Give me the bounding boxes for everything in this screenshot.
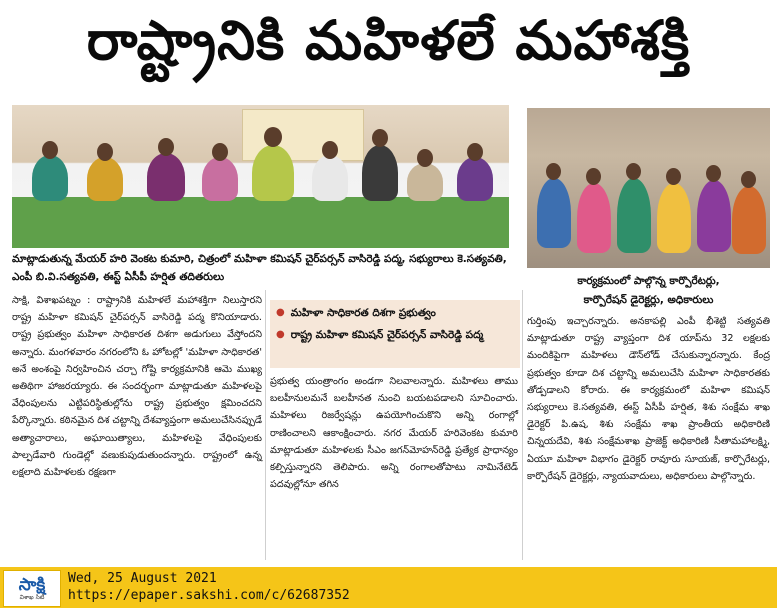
audience-head xyxy=(666,168,681,185)
sakshi-logo xyxy=(3,570,61,607)
audience-figure xyxy=(537,178,571,248)
article-text: గుర్తింపు ఇచ్చారన్నారు. అనకాపల్లి ఎంపీ భీశెట్టి సత్యవతి మాట్లాడుతూ రాష్ట్ర వ్యాప్తంగా దిశ యాప్‌ను 32 లక్షలకు మందికిపైగా మహిళలు డౌన్‌లోడ్ చేసుకున్నారన్నారు. కేంద్ర ప్రభుత్వం కూడా దిశ చట్టాన్ని అమలుచేసి మహిళా సాధికారతకు తోడ్పడాలని కోరారు. ఈ కార్యక్రమంలో మహిళా కమిషన్ సభ్యురాలు కె.సత్యవతి, ఈస్ట్ ఏసీపీ హర్షిత, శిశు సంక్షేమ శాఖ డైరెక్టర్ పి.ఉష, శిశు సంక్షేమ శాఖ ప్రాంతీయ అధికారిణి చిన్నయదేవి, శిశు సంక్షేమశాఖ ప్రాజెక్ట్ అధికారిణి సీతామహాలక్ష్మి, ఏయూ మహిళా విభాగం డైరెక్టర్ రావూరు సూయజ్, కార్పొరేటర్లు, కార్పొరేషన్ డైరెక్టర్లు, న్యాయవాదులు, అధికారులు పాల్గొన్నారు. xyxy=(527,316,770,482)
right-caption-line2: కార్పొరేషన్ డైరెక్టర్లు, అధికారులు xyxy=(583,294,714,306)
dais-table xyxy=(12,197,509,248)
right-caption-line1: కార్యక్రమంలో పాల్గొన్న కార్పొరేటర్లు, xyxy=(577,275,720,287)
person-head xyxy=(417,149,433,167)
person-head xyxy=(42,141,58,159)
audience-figure xyxy=(697,180,731,252)
bullet-icon: ● xyxy=(276,329,285,340)
audience-head xyxy=(586,168,601,185)
audience-figure xyxy=(657,183,691,253)
epaper-link[interactable]: https://epaper.sakshi.com/c/62687352 xyxy=(68,588,350,603)
headline: రాష్ట్రానికి మహిళలే మహాశక్తి xyxy=(86,9,691,72)
audience-figure xyxy=(617,178,651,253)
left-photo-caption: మాట్లాడుతున్న మేయర్ హరి వెంకట కుమారి, చిత్రంలో మహిళా కమిషన్ చైర్‌పర్సన్ వాసిరెడ్డి పద్మ, సభ్యురాలు కె.సత్యవతి, ఎంపీ బి.వి.సత్యవతి, ఈస్ట్ ఏసీపీ హర్షిత తదితరులు xyxy=(12,253,507,283)
person-figure xyxy=(362,145,398,201)
person-head xyxy=(467,143,483,161)
person-head xyxy=(322,141,338,159)
person-figure xyxy=(407,163,443,201)
speaker-figure xyxy=(252,145,294,201)
article-column-3 xyxy=(527,313,770,485)
article-column-2 xyxy=(270,373,518,493)
speaker-head xyxy=(264,127,282,147)
highlight-item xyxy=(276,304,514,322)
person-head xyxy=(212,143,228,161)
highlight-text: రాష్ట్ర మహిళా కమిషన్ చైర్‌పర్సన్ వాసిరెడ్డి పద్మ xyxy=(290,329,484,341)
person-head xyxy=(97,143,113,161)
audience-head xyxy=(741,171,756,188)
article-text: ప్రభుత్వ యంత్రాంగం అండగా నిలవాలన్నారు. మహిళలు తాము బలహీనులమనే బలహీనత నుంచి బయటపడాలని సూచించారు. మహిళలు రిజర్వేషన్లు ఉపయోగించుకొని అన్ని రంగాల్లో రాణించాలని ఆకాంక్షించారు. నగర మేయర్ హరివెంకట కుమారి మాట్లాడుతూ మహిళలకు సీఎం జగన్‌మోహన్‌రెడ్డి ప్రత్యేక ప్రాధాన్యం కల్పిస్తున్నారని తెలిపారు. అన్ని రంగాలతోపాటు నామినేటెడ్ పదవుల్లోనూ తగిన xyxy=(270,376,518,491)
right-photo-caption xyxy=(527,272,770,310)
article-column-1 xyxy=(12,292,262,481)
logo-subtitle: విశాఖ సిటీ xyxy=(19,593,45,601)
event-photo-right xyxy=(527,108,770,268)
audience-head xyxy=(546,163,561,180)
column-divider xyxy=(265,290,266,560)
person-figure xyxy=(87,157,123,201)
person-head xyxy=(372,129,388,147)
edition-date: Wed, 25 August 2021 xyxy=(68,571,217,586)
highlight-text: మహిళా సాధికారత దిశగా ప్రభుత్వం xyxy=(290,307,436,319)
highlight-box xyxy=(270,300,520,368)
audience-head xyxy=(626,163,641,180)
person-figure xyxy=(147,153,185,201)
bullet-icon: ● xyxy=(276,307,285,318)
audience-figure xyxy=(732,186,766,254)
audience-figure xyxy=(577,183,611,253)
person-figure xyxy=(312,155,348,201)
column-divider xyxy=(522,290,523,560)
footer-bar xyxy=(0,567,777,608)
person-figure xyxy=(32,155,68,201)
person-figure xyxy=(202,157,238,201)
person-head xyxy=(158,138,174,156)
highlight-item xyxy=(276,326,514,344)
event-photo-left xyxy=(12,105,509,248)
article-text: సాక్షి, విశాఖపట్నం : రాష్ట్రానికి మహిళలే మహాశక్తిగా నిలుస్తారని రాష్ట్ర మహిళా కమిషన్ చైర్‌పర్సన్ వాసిరెడ్డి పద్మ కొనియాడారు. రాష్ట్ర ప్రభుత్వం మహిళా సాధికారత దిశగా అడుగులు వేస్తోందని అన్నారు. మంగళవారం నగరంలోని ఓ హోటల్లో 'మహిళా సాధికారత' అనే అంశంపై నిర్వహించిన చర్చా గోష్టి కార్యక్రమానికి ఆమె ముఖ్య అతిథిగా హాజరయ్యారు. ఈ సందర్భంగా మాట్లాడుతూ మహిళలపై వేధింపులను ఎట్టిపరిస్థితుల్లోను రాష్ట్ర ప్రభుత్వం క్షమించదని పేర్కొన్నారు. కఠినమైన దిశ చట్టాన్ని దేశవ్యాప్తంగా అమలుచేసినప్పుడే అత్యాచారాలు, అఘాయిత్యాలు, మహిళలపై వేధింపులకు పాల్పడేవారి గుండెల్లో వణుకుపుడుతుందన్నారు. రాష్ట్రంలో ఉన్న లక్షలాది మహిళలకు రక్షణగా xyxy=(12,295,262,479)
logo-text: సాక్షి xyxy=(18,574,46,595)
audience-head xyxy=(706,165,721,182)
person-figure xyxy=(457,157,493,201)
